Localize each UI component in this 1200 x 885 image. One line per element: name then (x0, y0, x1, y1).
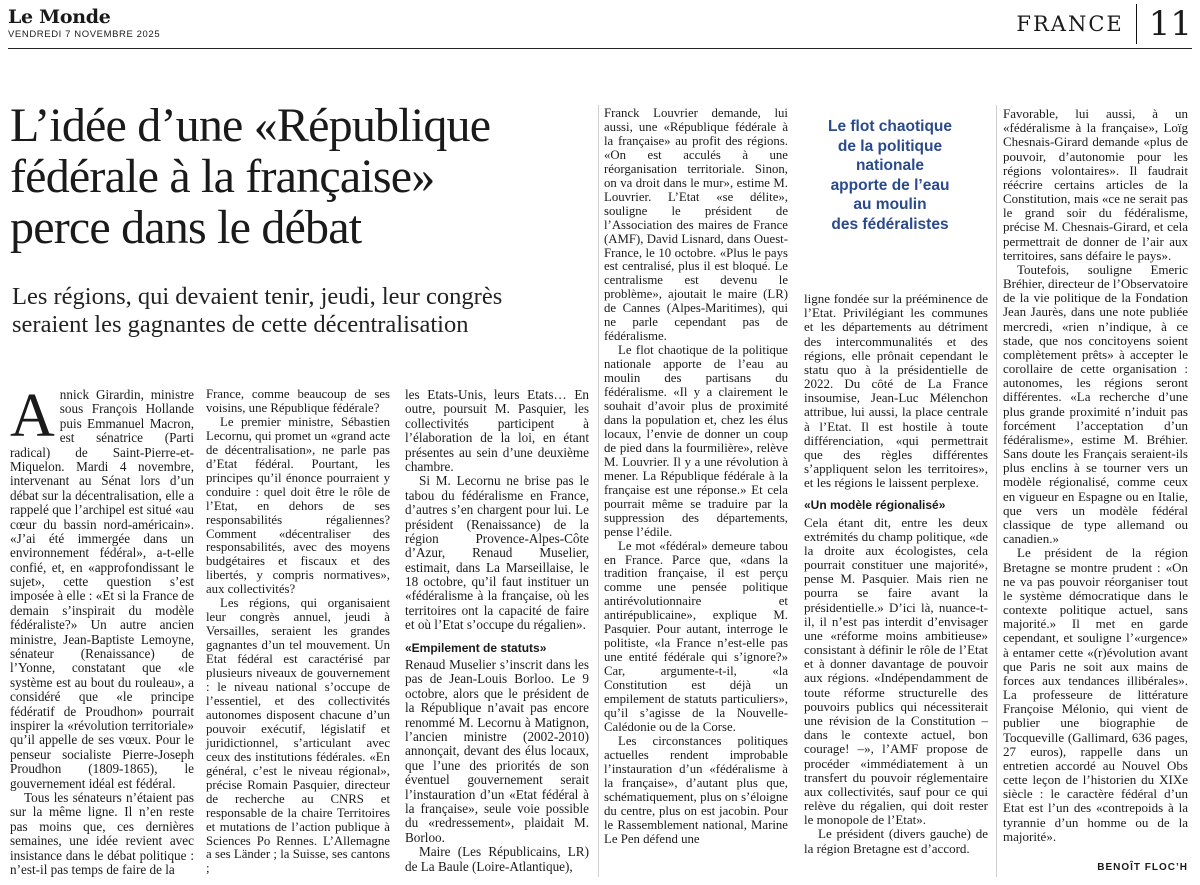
article-headline (10, 100, 595, 253)
article-deck (12, 283, 597, 339)
column-divider (996, 105, 997, 877)
article-column-1 (10, 382, 194, 877)
headline-line: perce dans le débat (10, 201, 362, 254)
intertitle: «Empilement de statuts» (405, 640, 547, 655)
masthead (8, 6, 160, 40)
drop-cap: A (10, 382, 55, 450)
article-paragraph: Si M. Lecornu ne brise pas le tabou du fédéralisme en France, d’autres s’en chargent pour lui. Le président (Renaissance) de la région Provence-Alpes-Côte d’Azur, Renaud Muselier, estimait, dans La Marseillaise, le 18 octobre, qu’il faut instituer un «fédéralisme à la française, où les territoires ont la capacité de faire et où l’Etat s’occupe du régalien». (405, 473, 589, 633)
deck-line: seraient les gagnantes de cette décentralisation (12, 311, 469, 338)
article-paragraph: Cela étant dit, entre les deux extrémités du champ politique, «de la droite aux écologistes, cela pourrait constituer une majorité», pense M. Pasquier. Mais rien ne pourra se faire avant la présidentielle.» D’ici là, nuance-t-il, il n’est pas interdit d’envisager une «réforme moins ambitieuse» consistant à définir le rôle de l’Etat et à donner davantage de pouvoir aux régions. «Indépendamment de toute réforme structurelle des pouvoirs publics qui nécessiterait une révision de la Constitution – dans le contexte actuel, bon courage! –», l’AMF propose de procéder «immédiatement à un transfert du pouvoir réglementaire aux collectivités, sauf pour ce qui relève du régalien, qui doit rester le monopole de l’Etat». (804, 514, 988, 828)
article-paragraph: Les régions, qui organisaient leur congrès annuel, jeudi à Versailles, seraient les grandes gagnantes d’un tel mouvement. Un Etat fédéral est caractérisé par plusieurs niveaux de gouvernement : le niveau national s’occupe de l’essentiel, et des collectivités autonomes disposent chacune d’un pouvoir exécutif, législatif et juridictionnel, s’articulant avec ceux des institutions fédérales. «En général, c’est le niveau régional», précise Romain Pasquier, directeur de recherche au CNRS et responsable de la chaire Territoires et mutations de l’action publique à Sciences Po Rennes. L’Allemagne a ses Länder ; la Suisse, ses cantons ; (206, 596, 390, 876)
article-paragraph: Toutefois, souligne Emeric Bréhier, directeur de l’Observatoire de la vie politique de la Fondation Jean Jaurès, dans une note publiée mercredi, «rien n’indique, à ce stade, que nos concitoyens soient complètement prêts» à accepter le corollaire de cette organisation : autonomes, les régions seront différentes. «La recherche d’une plus grande proximité n’induit pas forcément l’acceptation d’un fédéralisme», estime M. Bréhier. Sans doute les Français seraient-ils plus enclins à se tourner vers un modèle régionalisé, comme ceux en vigueur en Espagne ou en Italie, que vers un modèle fédéral classique de type allemand ou canadien.» (1003, 261, 1189, 547)
article-paragraph: ligne fondée sur la prééminence de l’Etat. Privilégiant les communes et les départements au détriment des intercommunalités et des régions, elle prônait cependant le statu quo à la présidentielle de 2022. Du côté de La France insoumise, Jean-Luc Mélenchon attribue, lui aussi, la place centrale à l’Etat. Il est hostile à toute différenciation, «qui permettrait que des règles différentes s’appliquent selon les territoires», et les régions le laissent perplexe. (804, 291, 988, 491)
header-rule (8, 48, 1192, 49)
pull-quote-line: apporte de l’eau (830, 176, 950, 194)
article-paragraph: Le premier ministre, Sébastien Lecornu, qui promet un «grand acte de décentralisation», ne parle pas d’Etat fédéral. Pourtant, les principes qu’il énonce pourraient y conduire : quel doit être le rôle de l’Etat, en dehors de ses responsabilités régaliennes? Comment «décentraliser des responsabilités, avec des moyens budgétaires et fiscaux et des libertés, y compris normatives», aux collectivités? (206, 414, 390, 597)
article-column-5 (804, 292, 988, 856)
article-paragraph: Tous les sénateurs n’étaient pas sur la même ligne. Il n’en reste pas moins que, ces dernières semaines, une idée revient avec insistance dans le débat politique : n’est-il pas temps de faire de la (10, 789, 194, 877)
article-paragraph: Les circonstances politiques actuelles rendent improbable l’instauration d’un «fédéralisme à la française», d’autant plus que, schématiquement, plus on s’éloigne du centre, plus on est jacobin. Pour le Rassemblement national, Marine Le Pen défend une (604, 733, 788, 846)
article-column-2 (206, 388, 390, 876)
pull-quote-line: nationale (855, 157, 925, 174)
article-paragraph: Maire (Les Républicains, LR) de La Baule (Loire-Atlantique), (405, 844, 589, 874)
article-paragraph: Favorable, lui aussi, à un «fédéralisme à la française», Loïg Chesnais-Girard demande «plus de pouvoir, d’autonomie pour les régions volontaires». Il faudrait réécrire certains articles de la Constitution, mais «ce ne serait pas le grand soir du fédéralisme, précise M. Chesnais-Girard, et cela permettrait de donner de l’air aux territoires, sans défaire le pays». (1003, 106, 1188, 263)
article-paragraph: Franck Louvrier demande, lui aussi, une «République fédérale à la française» au profit des régions. «On est acculés à une réorganisation territoriale. Sinon, on va droit dans le mur», estime M. Louvrier. L’Etat «se délite», souligne le président de l’Association des maires de France (AMF), David Lisnard, dans Ouest-France, le 10 octobre. «Plus le pays est centralisé, plus il est bloqué. Le centralisme est devenu le problème», ajoutait le maire (LR) de Cannes (Alpes-Maritimes), qui ne parle cependant pas de fédéralisme. (604, 106, 788, 344)
intertitle: «Un modèle régionalisé» (804, 498, 946, 513)
article-paragraph: Le flot chaotique de la politique nationale apporte de l’eau au moulin des partisans du fédéralisme. «Il y a clairement le souhait d’avoir plus de proximité dans la population et, chez les élus locaux, l’envie de donner un coup de pied dans la fourmilière», relève M. Louvrier. Il y a une révolution à mener. La République fédérale à la française est une réponse.» Et cela pourrait même se traduire par la suppression des départements, pense l’édile. (604, 343, 788, 539)
article-paragraph (10, 382, 194, 791)
section-name: FRANCE (1016, 12, 1124, 36)
headline-line: L’idée d’une «République (10, 99, 491, 152)
article-paragraph: Renaud Muselier s’inscrit dans les pas de Jean-Louis Borloo. Le 9 octobre, alors que le président de la République n’avait pas encore renommé M. Lecornu à Matignon, l’ancien ministre (2002-2010) annonçait, devant des élus locaux, que l’une des priorités de son éventuel gouvernement serait l’instauration d’un «Etat fédéral à la française», seule voie possible du «redressement», plaidait M. Borloo. (405, 657, 589, 845)
deck-line: Les régions, qui devaient tenir, jeudi, leur congrès (12, 283, 503, 310)
author-signature: BENOÎT FLOC’H (1097, 862, 1188, 873)
pull-quote-line: de la politique (837, 137, 943, 155)
pull-quote (795, 117, 985, 234)
pull-quote-line: au moulin (853, 196, 927, 213)
paragraph-text: nnick Girardin, ministre sous François Hollande puis Emmanuel Macron, est sénatrice (Parti radical) de Saint-Pierre-et-Miquelon. Mardi 4 novembre, intervenant au Sénat lors d’un débat sur la décentralisation, elle a rappelé que l’archipel est situé «au cœur du bassin nord-américain». «J’ai été immergée dans un environnement fédéral», a-t-elle confié, et, en «approfondissant le sujet», cette question s’est imposée à elle : «Et si la France de demain s’inspirait du modèle fédéraliste?» Un autre ancien ministre, Jean-Baptiste Lemoyne, sénateur (Renaissance) de l’Yonne, constatant que «le système est au bout du rouleau», a considéré que «le principe fédératif de Proudhon» pourrait inspirer la «révolution territoriale» qu’il appelle de ses vœux. Pour le penseur socialiste Pierre-Joseph Proudhon (1809-1865), le gouvernement idéal est fédéral. (10, 387, 194, 791)
article-column-3 (405, 388, 589, 874)
article-column-4 (604, 107, 788, 847)
section-header (1016, 4, 1192, 44)
newspaper-logo: Le Monde (8, 6, 111, 28)
pull-quote-line: Le flot chaotique (828, 118, 952, 135)
article-column-6 (1003, 107, 1188, 844)
issue-date: VENDREDI 7 NOVEMBRE 2025 (8, 29, 161, 40)
article-paragraph: Le président de la région Bretagne se montre prudent : «On ne va pas pouvoir réorganiser tout le système démocratique dans le contexte politique actuel, sans majorité.» Il met en garde cependant, et souligne l’«urgence» à entamer cette «(r)évolution avant que Paris ne soit aux mains de forces aux tendances illibérales». La professeure de littérature Françoise Mélonio, qui vient de publier une biographie de Tocqueville (Gallimard, 636 pages, 27 euros), rappelle dans un entretien accordé au Nouvel Obs cette leçon de l’historien du XIXe siècle : le caractère fédéral d’un Etat est l’un des «contrepoids à la tyrannie d’un homme ou de la majorité». (1003, 545, 1188, 844)
article-paragraph: Le mot «fédéral» demeure tabou en France. Parce que, «dans la tradition française, il est perçu comme une pensée politique antirévolutionnaire et antirépublicaine», explique M. Pasquier. Pour autant, interroge le politiste, «la France n’est-elle pas une entité fédérale qui s’ignore?» Car, argumente-t-il, «la Constitution est déjà un empilement de statuts particuliers», qu’il s’agisse de la Nouvelle-Calédonie ou de la Corse. (604, 538, 788, 734)
pull-quote-line: des fédéralistes (831, 215, 949, 233)
column-divider (598, 105, 599, 877)
headline-line: fédérale à la française» (10, 150, 435, 203)
page-number: 11 (1148, 4, 1192, 44)
article-paragraph: France, comme beaucoup de ses voisins, une République fédérale? (206, 387, 390, 415)
article-paragraph: les Etats-Unis, leurs Etats… En outre, poursuit M. Pasquier, les collectivités participent à l’élaboration de la loi, en étant présentes au sein d’une deuxième chambre. (405, 387, 589, 474)
article-paragraph: Le président (divers gauche) de la région Bretagne est d’accord. (804, 826, 988, 856)
